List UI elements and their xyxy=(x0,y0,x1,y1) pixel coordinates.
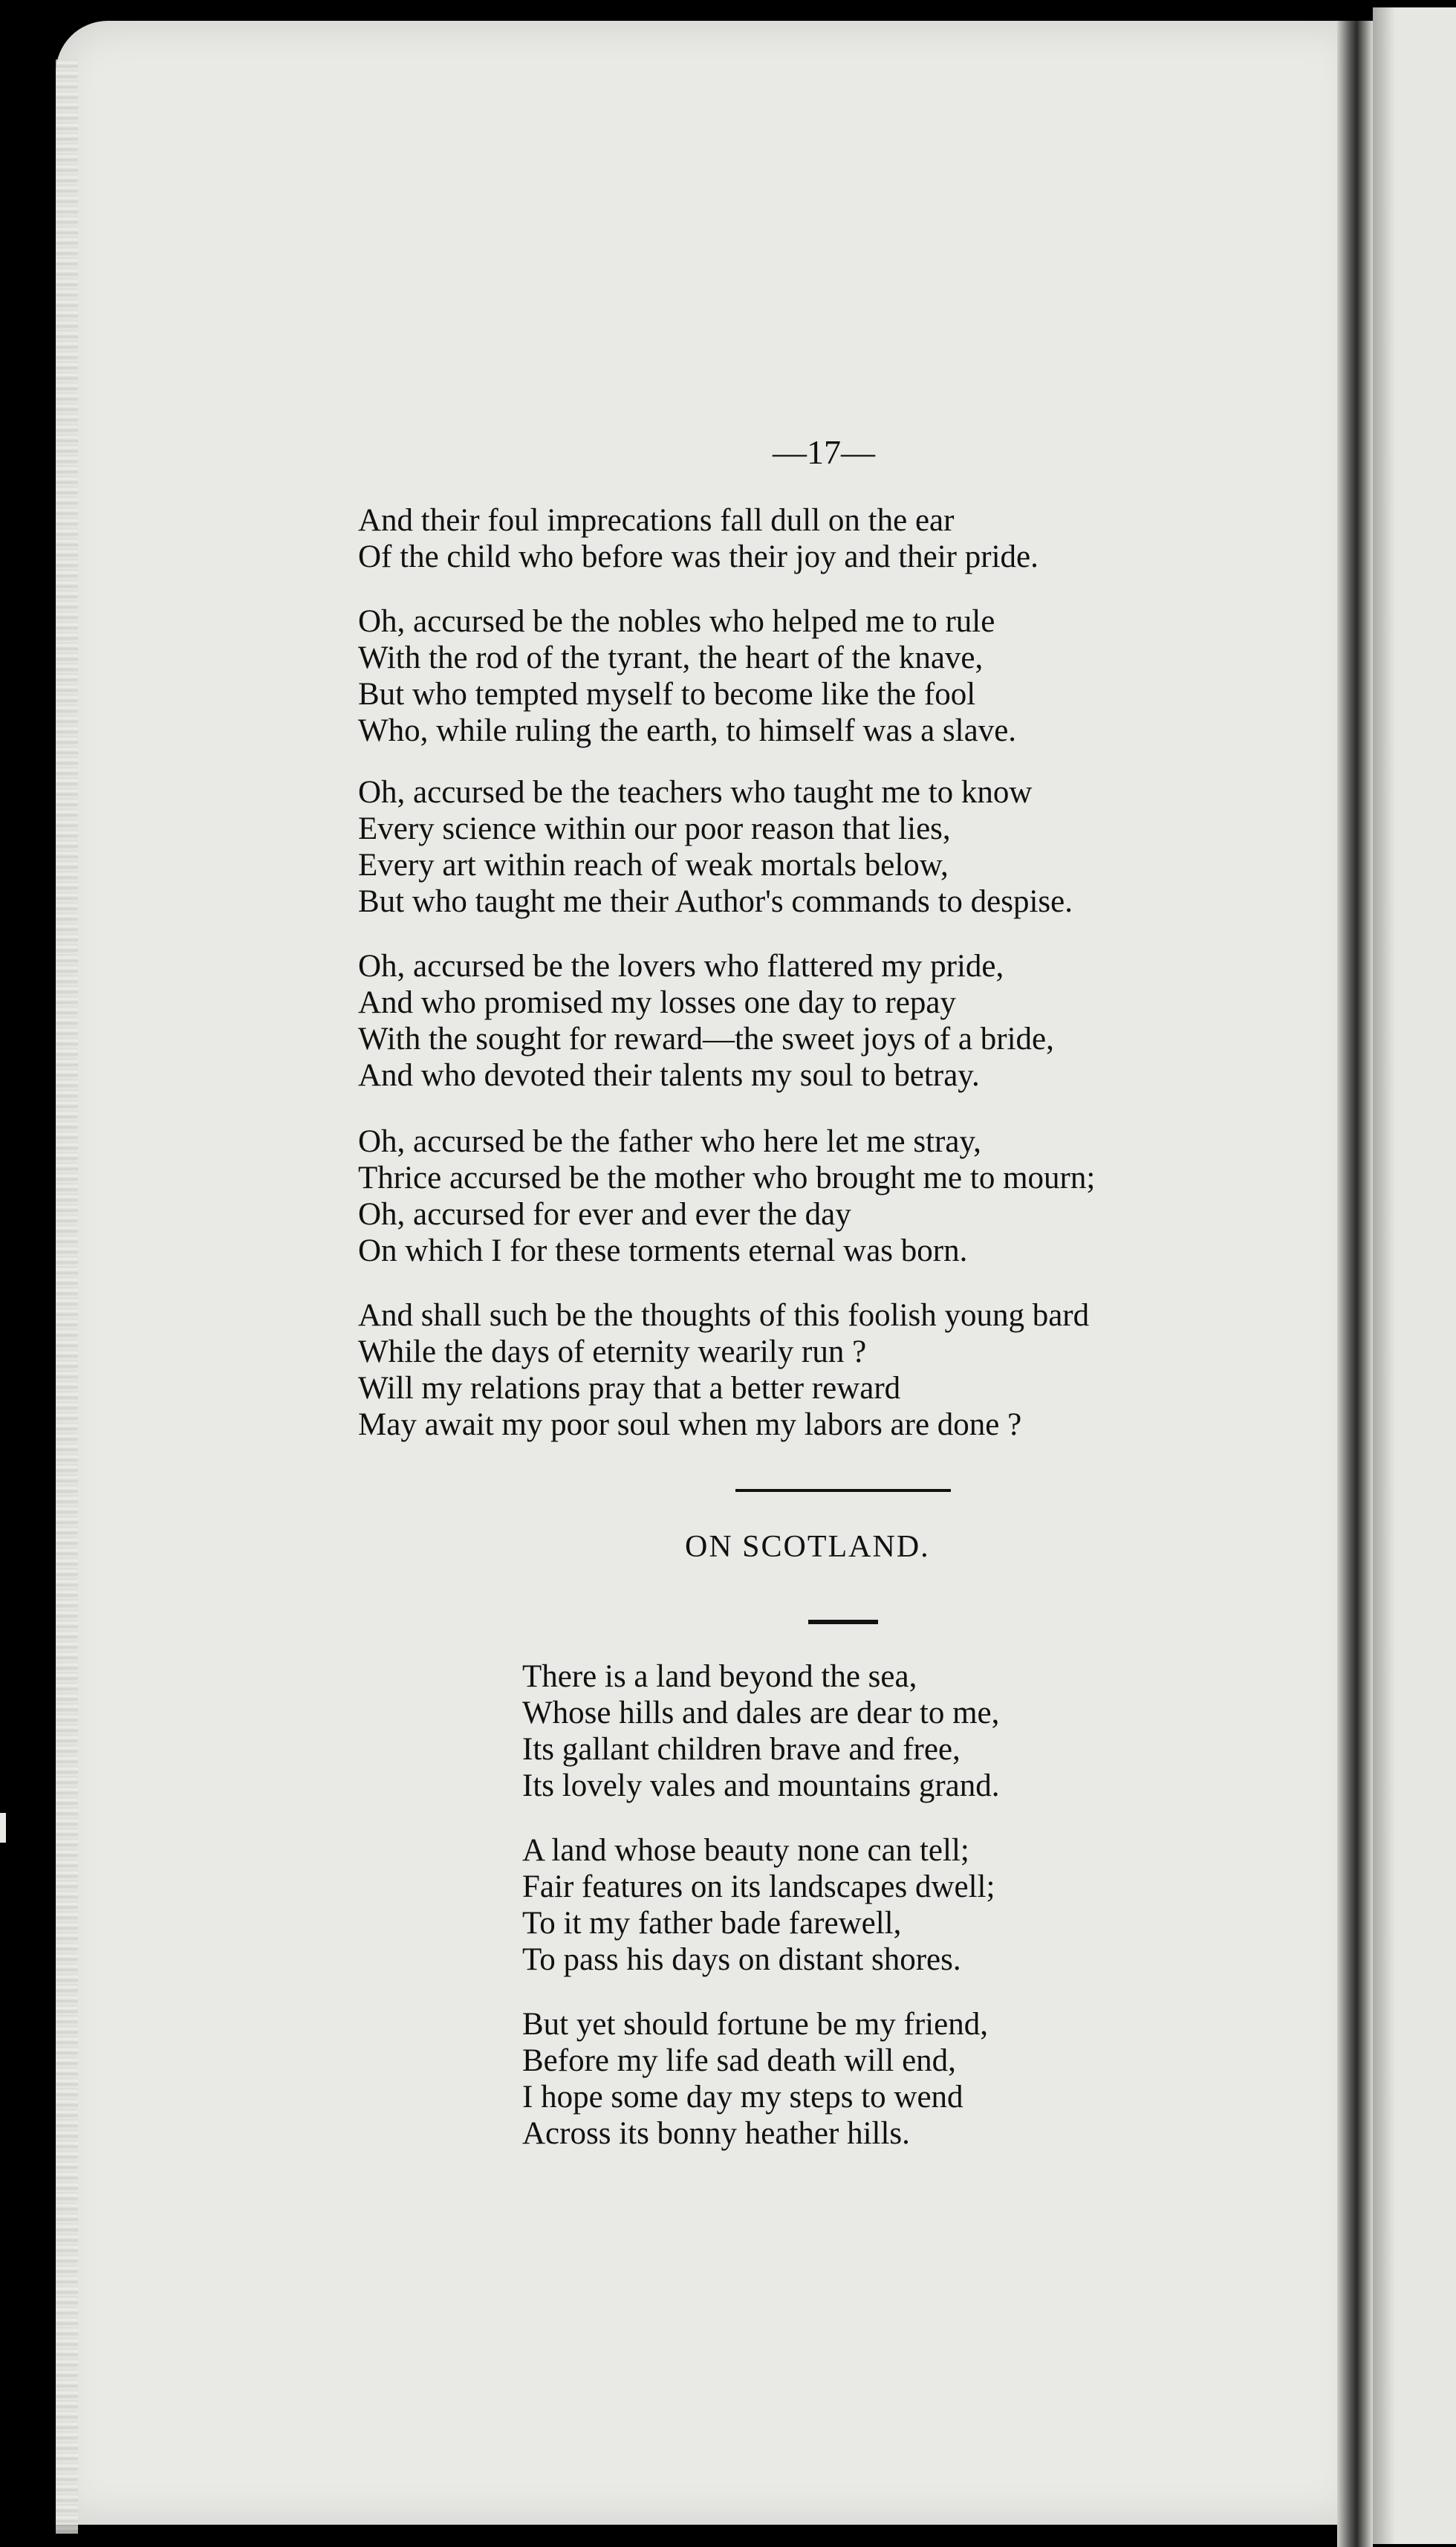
poem-line: Across its bonny heather hills. xyxy=(522,2116,910,2151)
poem-line: Will my relations pray that a better reward xyxy=(358,1371,901,1406)
poem-line: Every art within reach of weak mortals below, xyxy=(358,848,949,883)
poem-line: Oh, accursed be the father who here let me stray, xyxy=(358,1124,981,1159)
poem-line: May await my poor soul when my labors are done ? xyxy=(358,1407,1022,1442)
poem-line: While the days of eternity wearily run ? xyxy=(358,1334,867,1369)
poem-line: A land whose beauty none can tell; xyxy=(522,1833,969,1868)
poem-title: ON SCOTLAND. xyxy=(685,1530,930,1564)
stanza-1 xyxy=(358,502,1346,575)
poem-line: Of the child who before was their joy and their pride. xyxy=(358,539,1039,574)
poem-line: With the sought for reward—the sweet joys of a bride, xyxy=(358,1022,1054,1057)
poem-line: Oh, accursed for ever and ever the day xyxy=(358,1197,851,1232)
poem-line: On which I for these torments eternal was born. xyxy=(358,1233,968,1268)
poem-line: But who tempted myself to become like the fool xyxy=(358,677,976,712)
poem-line: Fair features on its landscapes dwell; xyxy=(522,1869,995,1904)
poem-line: And their foul imprecations fall dull on the ear xyxy=(358,503,955,538)
poem-line: Its gallant children brave and free, xyxy=(522,1732,961,1767)
paper-fleck xyxy=(0,1813,6,1843)
poem-line: Its lovely vales and mountains grand. xyxy=(522,1768,1000,1803)
poem-line: There is a land beyond the sea, xyxy=(522,1659,917,1694)
facing-page-shadow xyxy=(1373,7,1395,2544)
title-rule xyxy=(808,1620,878,1624)
poem-line: Oh, accursed be the teachers who taught me to know xyxy=(358,775,1033,810)
poem-line: To pass his days on distant shores. xyxy=(522,1942,961,1977)
poem-line: Before my life sad death will end, xyxy=(522,2043,956,2078)
stanza-3 xyxy=(358,774,1346,920)
poem-line: Every science within our poor reason that lies, xyxy=(358,811,951,846)
poem-line: But who taught me their Author's commands to despise. xyxy=(358,884,1073,919)
poem-line: I hope some day my steps to wend xyxy=(522,2080,963,2115)
poem-line: Oh, accursed be the lovers who flattered my pride, xyxy=(358,949,1004,984)
poem-line: Oh, accursed be the nobles who helped me to rule xyxy=(358,604,995,639)
poem-line: And who devoted their talents my soul to betray. xyxy=(358,1058,980,1093)
stanza-6 xyxy=(358,1297,1346,1443)
page-edge xyxy=(56,59,78,2534)
stanza-2 xyxy=(358,603,1346,749)
poem-line: With the rod of the tyrant, the heart of the knave, xyxy=(358,640,984,675)
poem-line: And shall such be the thoughts of this foolish young bard xyxy=(358,1298,1090,1333)
poem-line: But yet should fortune be my friend, xyxy=(522,2007,988,2042)
book-binding xyxy=(1337,21,1373,2547)
poem-line: To it my father bade farewell, xyxy=(522,1906,902,1941)
poem-line: And who promised my losses one day to repay xyxy=(358,985,956,1020)
stanza-5 xyxy=(358,1123,1346,1269)
scotland-stanza-3 xyxy=(522,2006,1191,2152)
ink-blot xyxy=(6,1632,28,1651)
scotland-stanza-1 xyxy=(522,1658,1191,1804)
stanza-4 xyxy=(358,948,1346,1094)
scotland-stanza-2 xyxy=(522,1832,1191,1978)
poem-line: Whose hills and dales are dear to me, xyxy=(522,1696,1000,1730)
poem-line: Thrice accursed be the mother who brought me to mourn; xyxy=(358,1161,1096,1195)
page-number: —17— xyxy=(773,433,875,471)
section-divider xyxy=(735,1489,951,1492)
poem-line: Who, while ruling the earth, to himself was a slave. xyxy=(358,713,1017,748)
